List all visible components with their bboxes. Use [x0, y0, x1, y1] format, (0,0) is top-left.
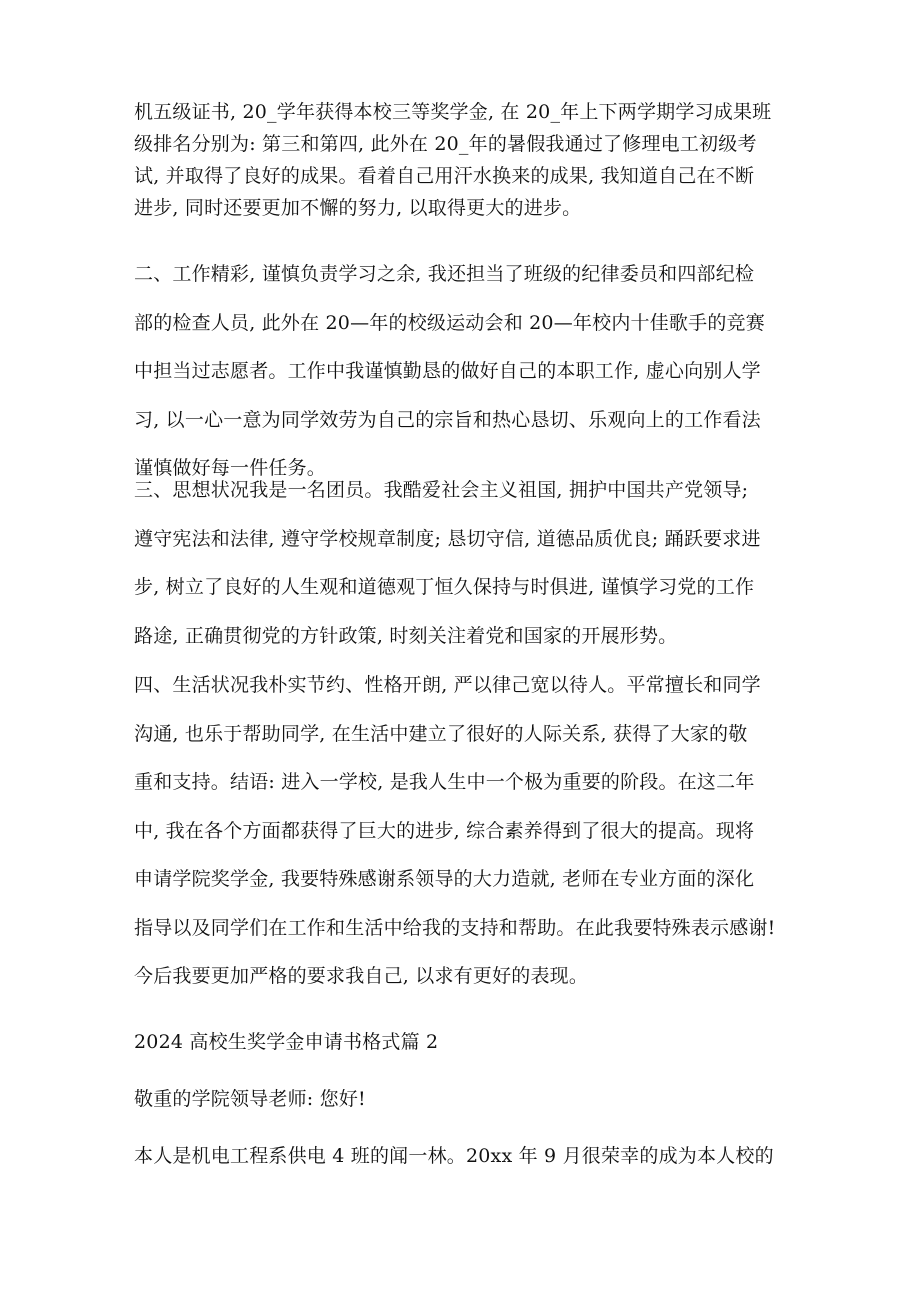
- paragraph-award-record: [134, 96, 790, 224]
- text-line: 路途, 正确贯彻党的方针政策, 时刻关注着党和国家的开展形势。: [134, 624, 678, 647]
- text-line: 重和支持。结语: 进入一学校, 是我人生中一个极为重要的阶段。在这二年: [134, 771, 755, 793]
- paragraph-life-conclusion: [134, 661, 790, 1001]
- text-line: 进步, 同时还要更加不懈的努力, 以取得更大的进步。: [134, 197, 582, 219]
- text-line: 中担当过志愿者。工作中我谨慎勤恳的做好自己的本职工作, 虚心向别人学: [134, 360, 761, 382]
- salutation: 敬重的学院领导老师: 您好!: [134, 1088, 366, 1110]
- text-line: 级排名分别为: 第三和第四, 此外在 20_年的暑假我通过了修理电工初级考: [134, 133, 757, 155]
- text-line: 申请学院奖学金, 我要特殊感谢系领导的大力造就, 老师在专业方面的深化: [134, 868, 755, 890]
- text-line: 沟通, 也乐于帮助同学, 在生活中建立了很好的人际关系, 获得了大家的敬: [134, 722, 748, 745]
- text-line: 试, 并取得了良好的成果。看着自己用汗水换来的成果, 我知道自己在不断: [134, 165, 755, 187]
- text-line: 机五级证书, 20_学年获得本校三等奖学金, 在 20_年上下两学期学习成果班: [134, 101, 772, 123]
- text-line: 谨慎做好每一件任务。: [134, 457, 327, 479]
- text-line: 步, 树立了良好的人生观和道德观丁恒久保持与时俱进, 谨慎学习党的工作: [134, 576, 755, 598]
- text-line: 部的检查人员, 此外在 20—年的校级运动会和 20—年校内十佳歌手的竞赛: [134, 311, 765, 334]
- text-line: 遵守宪法和法律, 遵守学校规章制度; 恳切守信, 道德品质优良; 踊跃要求进: [134, 527, 761, 550]
- text-line: 指导以及同学们在工作和生活中给我的支持和帮助。在此我要特殊表示感谢!: [134, 916, 776, 939]
- paragraph-ideology: [134, 466, 790, 660]
- section-heading: 2024 高校生奖学金申请书格式篇 2: [134, 1031, 439, 1053]
- text-line: 今后我要更加严格的要求我自己, 以求有更好的表现。: [134, 965, 589, 987]
- paragraph-work-performance: [134, 250, 790, 493]
- paragraph-introduction: 本人是机电工程系供电 4 班的闻一林。20xx 年 9 月很荣幸的成为本人校的: [134, 1145, 774, 1167]
- text-line: 三、思想状况我是一名团员。我酷爱社会主义祖国, 拥护中国共产党领导;: [134, 479, 749, 501]
- text-line: 习, 以一心一意为同学效劳为自己的宗旨和热心恳切、乐观向上的工作看法: [134, 408, 761, 431]
- text-line: 中, 我在各个方面都获得了巨大的进步, 综合素养得到了很大的提高。现将: [134, 819, 755, 842]
- text-line: 二、工作精彩, 谨慎负责学习之余, 我还担当了班级的纪律委员和四部纪检: [134, 263, 755, 285]
- text-line: 四、生活状况我朴实节约、性格开朗, 严以律己宽以待人。平常擅长和同学: [134, 674, 761, 696]
